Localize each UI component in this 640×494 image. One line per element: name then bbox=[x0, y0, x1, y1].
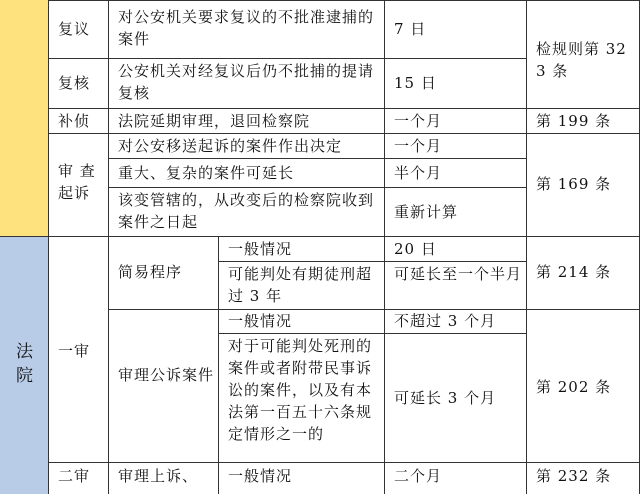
basis-public: 第 202 条 bbox=[536, 378, 612, 396]
basis-fuyi-fuhe: 检规则第 323 条 bbox=[536, 40, 627, 80]
rule bbox=[526, 0, 527, 494]
simple-cond-2: 可能判处有期徒刑超过 3 年 bbox=[228, 265, 373, 305]
second-proc-label: 审理上诉、 bbox=[118, 467, 199, 485]
content-fuyi: 对公安机关要求复议的不批准逮捕的案件 bbox=[118, 8, 375, 48]
court-label: 法院 bbox=[16, 342, 34, 386]
rule bbox=[0, 236, 640, 237]
second-cond: 一般情况 bbox=[228, 467, 293, 485]
basis-simple: 第 214 条 bbox=[536, 263, 612, 281]
rule bbox=[218, 333, 526, 334]
simple-period-1: 20 日 bbox=[394, 240, 437, 258]
period-fuyi: 7 日 bbox=[394, 20, 427, 38]
content-review-3: 该变管辖的，从改变后的检察院收到案件之日起 bbox=[118, 191, 375, 231]
simple-cond-1: 一般情况 bbox=[228, 240, 293, 258]
first-instance-label: 一审 bbox=[58, 342, 91, 360]
category-review: 审 查起诉 bbox=[58, 162, 96, 202]
public-procedure-label: 审理公诉案件 bbox=[118, 366, 215, 384]
rule bbox=[48, 108, 640, 109]
content-review-2: 重大、复杂的案件可延长 bbox=[118, 164, 295, 182]
rule bbox=[48, 0, 49, 494]
basis-review: 第 169 条 bbox=[536, 175, 612, 193]
rule bbox=[108, 309, 640, 310]
category-fuhe: 复核 bbox=[58, 74, 91, 92]
content-buzhen: 法院延期审理，退回检察院 bbox=[118, 112, 311, 130]
basis-second: 第 232 条 bbox=[536, 467, 612, 485]
prosecutor-band bbox=[0, 0, 48, 236]
rule bbox=[48, 58, 526, 59]
public-period-2: 可延长 3 个月 bbox=[394, 389, 497, 407]
period-review-1: 一个月 bbox=[394, 137, 443, 155]
rule bbox=[108, 0, 109, 494]
public-cond-2: 对于可能判处死刑的案件或者附带民事诉讼的案件，以及有本法第一百五十六条规定情形之一的 bbox=[228, 337, 373, 443]
period-review-2: 半个月 bbox=[394, 164, 443, 182]
rule bbox=[48, 0, 640, 1]
category-fuyi: 复议 bbox=[58, 20, 91, 38]
rule bbox=[384, 0, 385, 494]
simple-procedure-label: 简易程序 bbox=[118, 263, 183, 281]
rule bbox=[48, 133, 640, 134]
content-fuhe: 公安机关对经复议后仍不批捕的提请复核 bbox=[118, 62, 375, 102]
basis-buzhen: 第 199 条 bbox=[536, 112, 612, 130]
second-period: 二个月 bbox=[394, 467, 443, 485]
rule bbox=[218, 236, 219, 494]
rule bbox=[218, 261, 526, 262]
rule bbox=[48, 462, 640, 463]
rule bbox=[108, 187, 526, 188]
public-period-1: 不超过 3 个月 bbox=[394, 312, 497, 330]
second-instance-label: 二审 bbox=[58, 467, 91, 485]
content-review-1: 对公安移送起诉的案件作出决定 bbox=[118, 137, 343, 155]
rule bbox=[108, 158, 526, 159]
period-review-3: 重新计算 bbox=[394, 203, 459, 221]
public-cond-1: 一般情况 bbox=[228, 312, 293, 330]
period-buzhen: 一个月 bbox=[394, 112, 443, 130]
simple-period-2: 可延长至一个半月 bbox=[394, 265, 523, 283]
period-fuhe: 15 日 bbox=[394, 74, 437, 92]
category-buzhen: 补侦 bbox=[58, 112, 91, 130]
